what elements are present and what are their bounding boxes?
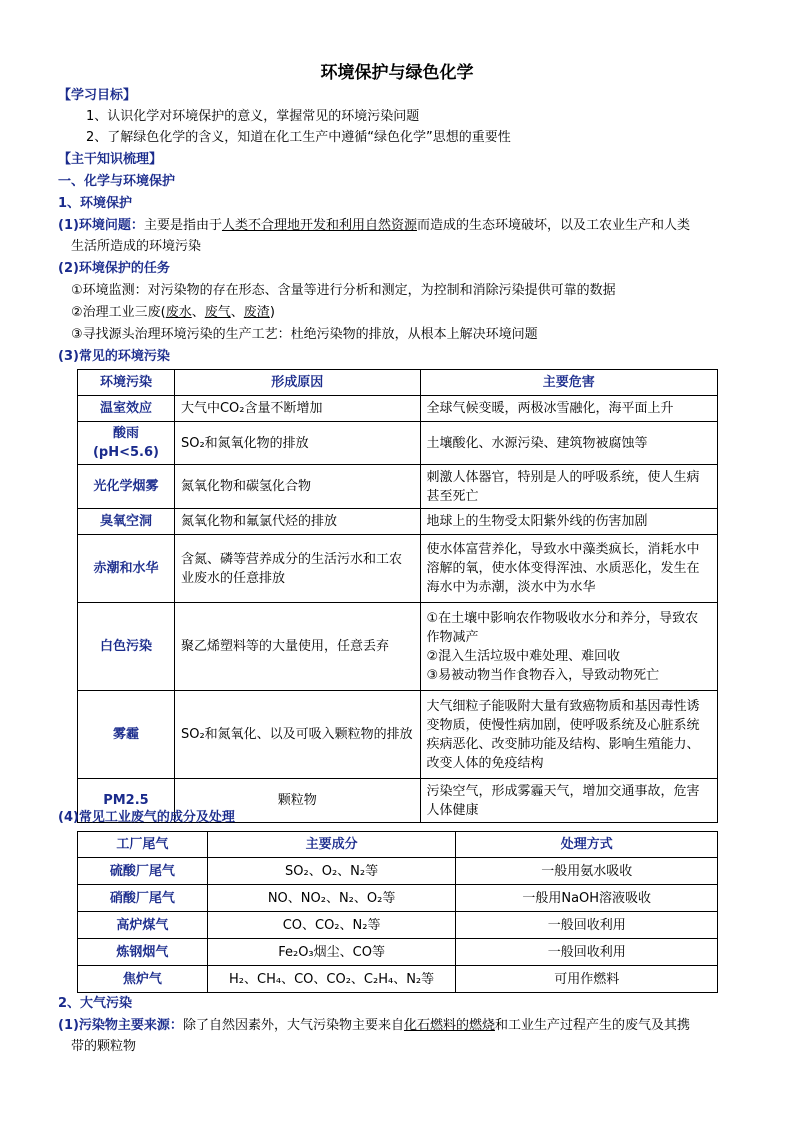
- text: ②治理工业三废(: [71, 305, 166, 320]
- table-row: [78, 535, 718, 603]
- objectives-heading: 【学习目标】: [58, 88, 137, 103]
- table-cell: 炼钢烟气: [78, 939, 208, 966]
- task-item: [71, 303, 275, 323]
- knowledge-heading: 【主干知识梳理】: [58, 152, 163, 167]
- underlined-text: 废气: [204, 305, 231, 320]
- paragraph-label: (4)常见工业废气的成分及处理: [58, 810, 235, 825]
- task-item: ①环境监测：对污染物的存在形态、含量等进行分析和测定，为控制和消除污染提供可靠的数据: [71, 283, 616, 298]
- task-item: ③寻找源头治理环境污染的生产工艺：杜绝污染物的排放，从根本上解决环境问题: [71, 327, 538, 342]
- table-cell: PM2.5: [78, 779, 175, 823]
- table-cell: 硫酸厂尾气: [78, 858, 208, 885]
- table-row: [78, 603, 718, 691]
- table-header: 工厂尾气: [78, 832, 208, 858]
- table-cell: 聚乙烯塑料等的大量使用，任意丢弃: [174, 603, 420, 691]
- table-cell: 刺激人体器官，特别是人的呼吸系统，使人生病甚至死亡: [420, 465, 717, 509]
- table-cell: 一般回收利用: [456, 912, 718, 939]
- paragraph-label: (1)环境问题：: [58, 218, 144, 233]
- text: 主要是指由于: [143, 218, 222, 233]
- table-cell: SO₂、O₂、N₂等: [207, 858, 456, 885]
- underlined-text: 废渣: [243, 305, 270, 320]
- table-header: 处理方式: [456, 832, 718, 858]
- underlined-text: 废水: [165, 305, 192, 320]
- table-cell: 全球气候变暖，两极冰雪融化，海平面上升: [420, 396, 717, 422]
- table-row: [78, 396, 718, 422]
- paragraph-label: (1)污染物主要来源：: [58, 1018, 183, 1033]
- paragraph-label: (3)常见的环境污染: [58, 349, 170, 364]
- table-cell: Fe₂O₃烟尘、CO等: [207, 939, 456, 966]
- table-cell: 一般回收利用: [456, 939, 718, 966]
- table-cell: 污染空气，形成雾霾天气，增加交通事故，危害人体健康: [420, 779, 717, 823]
- objective-item: 2、了解绿色化学的含义，知道在化工生产中遵循“绿色化学”思想的重要性: [86, 130, 511, 145]
- table-row: [78, 858, 718, 885]
- pollution-table: [77, 369, 718, 823]
- table-cell: 一般用氨水吸收: [456, 858, 718, 885]
- table-header-row: [78, 370, 718, 396]
- underlined-text: 化石燃料的燃烧: [403, 1018, 495, 1033]
- table-header: 环境污染: [78, 370, 175, 396]
- table-cell: 土壤酸化、水源污染、建筑物被腐蚀等: [420, 422, 717, 465]
- table-cell: 一般用NaOH溶液吸收: [456, 885, 718, 912]
- table-cell: CO、CO₂、N₂等: [207, 912, 456, 939]
- table-cell: SO₂和氮氧化、以及可吸入颗粒物的排放: [174, 691, 420, 779]
- subsection-heading: 2、大气污染: [58, 996, 133, 1011]
- table-cell: 赤潮和水华: [78, 535, 175, 603]
- table-row: [78, 966, 718, 993]
- table-cell: 含氮、磷等营养成分的生活污水和工农业废水的任意排放: [174, 535, 420, 603]
- table-cell: 高炉煤气: [78, 912, 208, 939]
- table-cell: ①在土壤中影响农作物吸收水分和养分，导致农作物减产 ②混入生活垃圾中难处理、难回收 ③易被动物当作食物吞入，导致动物死亡: [420, 603, 717, 691]
- table-cell: NO、NO₂、N₂、O₂等: [207, 885, 456, 912]
- section-heading: 一、化学与环境保护: [58, 174, 176, 189]
- table-cell: 使水体富营养化，导致水中藻类疯长，消耗水中溶解的氧，使水体变得浑浊、水质恶化，发生在海水中为赤潮，淡水中为水华: [420, 535, 717, 603]
- table-row: [78, 939, 718, 966]
- table-header: 形成原因: [174, 370, 420, 396]
- paragraph-environment-problem: [58, 216, 690, 236]
- text: 而造成的生态环境破坏，以及工农业生产和人类: [416, 218, 690, 233]
- table-cell: 臭氧空洞: [78, 509, 175, 535]
- table-header: 主要成分: [207, 832, 456, 858]
- text: 、: [191, 305, 205, 320]
- table-cell: H₂、CH₄、CO、CO₂、C₂H₄、N₂等: [207, 966, 456, 993]
- table-cell: 温室效应: [78, 396, 175, 422]
- subsection-heading: 1、环境保护: [58, 196, 133, 211]
- text: 、: [230, 305, 244, 320]
- table-row: [78, 691, 718, 779]
- table-cell: 可用作燃料: [456, 966, 718, 993]
- table-cell: 白色污染: [78, 603, 175, 691]
- table-cell: 大气中CO₂含量不断增加: [174, 396, 420, 422]
- table-cell: 颗粒物: [174, 779, 420, 823]
- table-header: 主要危害: [420, 370, 717, 396]
- waste-gas-table: [77, 831, 718, 993]
- page-title: 环境保护与绿色化学: [320, 63, 474, 83]
- table-row: [78, 422, 718, 465]
- table-cell: 酸雨(pH<5.6): [78, 422, 175, 465]
- table-cell: 氮氧化物和氟氯代烃的排放: [174, 509, 420, 535]
- table-cell: 硝酸厂尾气: [78, 885, 208, 912]
- paragraph-continuation: 生活所造成的环境污染: [71, 239, 202, 254]
- table-cell: 雾霾: [78, 691, 175, 779]
- objective-item: 1、认识化学对环境保护的意义，掌握常见的环境污染问题: [86, 109, 420, 124]
- table-cell: 氮氧化物和碳氢化合物: [174, 465, 420, 509]
- text: 和工业生产过程产生的废气及其携: [494, 1018, 690, 1033]
- table-cell: SO₂和氮氧化物的排放: [174, 422, 420, 465]
- table-row: [78, 912, 718, 939]
- table-cell: 光化学烟雾: [78, 465, 175, 509]
- text: 除了自然因素外，大气污染物主要来自: [182, 1018, 404, 1033]
- paragraph-pollution-source: [58, 1016, 690, 1036]
- table-cell: 焦炉气: [78, 966, 208, 993]
- table-row: [78, 509, 718, 535]
- text: ): [269, 305, 275, 320]
- paragraph-label: (2)环境保护的任务: [58, 261, 170, 276]
- table-cell: 地球上的生物受太阳紫外线的伤害加剧: [420, 509, 717, 535]
- table-header-row: [78, 832, 718, 858]
- table-row: [78, 885, 718, 912]
- table-row: [78, 465, 718, 509]
- paragraph-continuation: 带的颗粒物: [71, 1039, 137, 1054]
- table-cell: 大气细粒子能吸附大量有致癌物质和基因毒性诱变物质，使慢性病加剧，使呼吸系统及心脏系统疾病恶化、改变肺功能及结构、影响生殖能力、改变人体的免疫结构: [420, 691, 717, 779]
- underlined-text: 人类不合理地开发和利用自然资源: [221, 218, 417, 233]
